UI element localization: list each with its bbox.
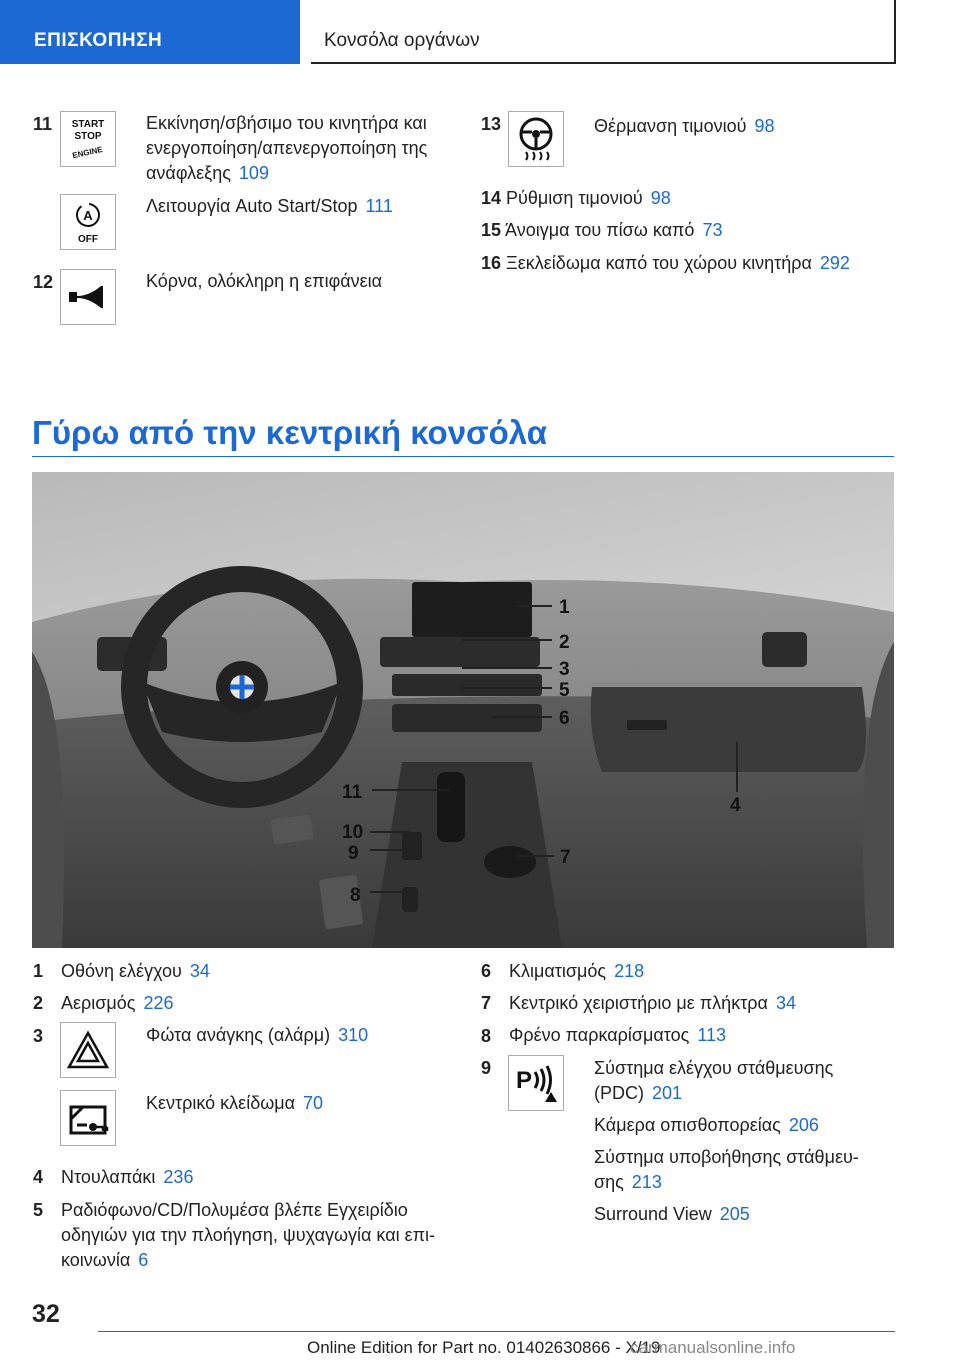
center-console-photo — [32, 472, 894, 948]
page-number: 32 — [32, 1300, 60, 1328]
page-link[interactable]: 98 — [650, 188, 671, 208]
page-link[interactable]: 292 — [819, 253, 850, 273]
item-description: Κεντρικό κλείδωμα 70 — [146, 1093, 324, 1113]
item-number: 5 — [33, 1200, 44, 1220]
item-description: Κόρνα, ολόκληρη η επιφάνεια — [146, 271, 383, 291]
item-number: 9 — [481, 1058, 492, 1078]
hazard-warning-icon — [60, 1022, 116, 1078]
chapter-header — [311, 0, 896, 64]
item-description: Σύστημα ελέγχου στάθμευσης (PDC) 201 — [594, 1058, 834, 1103]
callout-label: 10 — [342, 822, 364, 843]
section-tab-label: ΕΠΙΣΚΟΠΗΣΗ — [34, 30, 163, 51]
section-tab[interactable] — [0, 0, 300, 64]
item-number: 6 — [481, 961, 492, 981]
item-description: Κλιματισμός 218 — [509, 961, 645, 981]
item-number: 7 — [481, 993, 492, 1013]
auto-start-stop-off-icon — [60, 194, 116, 250]
page-link[interactable]: 111 — [365, 196, 393, 216]
list-item: 16 Ξεκλείδωμα καπό του χώρου κινητήρα 292 — [481, 253, 850, 273]
item-description: Σύστημα υποβοήθησης στάθμευ- σης 213 — [594, 1147, 859, 1192]
callout-label: 8 — [350, 885, 361, 906]
callout-label: 4 — [730, 795, 741, 816]
svg-text:A: A — [83, 208, 93, 223]
item-number: 11 — [33, 114, 53, 134]
page-link[interactable]: 98 — [754, 116, 775, 136]
callout-label: 11 — [342, 782, 363, 803]
item-description: Ραδιόφωνο/CD/Πολυμέσα βλέπε Εγχειρίδιο οδηγιών για την πλοήγηση, ψυχαγωγία και επι- κοινωνία 6 — [61, 1200, 436, 1270]
callout-label: 5 — [559, 680, 570, 701]
watermark-url: carmanualsonline.info — [630, 1338, 796, 1357]
list-item: 15 Άνοιγμα του πίσω καπό 73 — [481, 220, 723, 240]
page-link[interactable]: 34 — [189, 961, 210, 981]
svg-text:START: START — [71, 119, 105, 130]
item-description: Ντουλαπάκι 236 — [61, 1167, 194, 1187]
central-locking-icon — [60, 1090, 116, 1146]
footer-divider — [98, 1331, 895, 1332]
item-number: 3 — [33, 1026, 44, 1046]
callout-label: 3 — [559, 659, 570, 680]
page-link[interactable]: 113 — [697, 1025, 727, 1045]
item-number: 13 — [481, 114, 502, 134]
edition-note: Online Edition for Part no. 01402630866 - X/19 — [307, 1338, 661, 1357]
callout-label: 9 — [348, 843, 359, 864]
svg-text:P: P — [516, 1067, 533, 1094]
page-link[interactable]: 205 — [719, 1204, 750, 1224]
item-description: Φρένο παρκαρίσματος 113 — [509, 1025, 727, 1045]
callout-label: 1 — [559, 597, 570, 618]
callout-label: 2 — [559, 632, 570, 653]
item-description: Αερισμός 226 — [61, 993, 174, 1013]
page-link[interactable]: 109 — [238, 163, 269, 183]
page-link[interactable]: 206 — [788, 1115, 819, 1135]
page-link[interactable]: 310 — [338, 1025, 369, 1045]
page-link[interactable]: 201 — [652, 1083, 683, 1103]
section-heading: Γύρω από την κεντρική κονσόλα — [32, 414, 548, 451]
item-number: 16 — [481, 253, 502, 273]
item-number: 15 — [481, 220, 502, 240]
item-description: Κάμερα οπισθοπορείας 206 — [594, 1115, 819, 1135]
list-item: 14 Ρύθμιση τιμονιού 98 — [481, 188, 671, 208]
item-number: 2 — [33, 993, 44, 1013]
svg-text:STOP: STOP — [74, 131, 102, 142]
item-description: Λειτουργία Auto Start/Stop 111 — [146, 196, 393, 216]
page-link[interactable]: 6 — [138, 1250, 149, 1270]
page-link[interactable]: 213 — [631, 1172, 662, 1192]
item-number: 8 — [481, 1026, 492, 1046]
item-description: Φώτα ανάγκης (αλάρμ) 310 — [146, 1025, 369, 1045]
page-link[interactable]: 226 — [143, 993, 174, 1013]
page-link[interactable]: 218 — [614, 961, 645, 981]
item-number: 12 — [33, 272, 54, 292]
park-distance-control-icon — [508, 1055, 564, 1111]
item-description: Εκκίνηση/σβήσιμο του κινητήρα και ενεργοποίηση/απενεργοποίηση της ανάφλεξης 109 — [146, 113, 428, 183]
callout-label: 6 — [559, 708, 570, 729]
item-description: Surround View 205 — [594, 1204, 750, 1224]
section-divider — [32, 456, 894, 457]
svg-text:ENGINE: ENGINE — [71, 144, 104, 161]
chapter-title: Κονσόλα οργάνων — [324, 30, 480, 51]
item-description: Οθόνη ελέγχου 34 — [61, 961, 210, 981]
page-link[interactable]: 73 — [702, 220, 723, 240]
page-link[interactable]: 34 — [775, 993, 796, 1013]
item-description: Κεντρικό χειριστήριο με πλήκτρα 34 — [509, 993, 796, 1013]
svg-text:OFF: OFF — [78, 234, 98, 245]
callout-label: 7 — [560, 847, 571, 868]
item-number: 1 — [33, 961, 44, 981]
page-link[interactable]: 70 — [303, 1093, 324, 1113]
steering-wheel-heating-icon — [508, 111, 564, 167]
item-description: Θέρμανση τιμονιού 98 — [594, 116, 775, 136]
horn-icon — [60, 269, 116, 325]
item-number: 4 — [33, 1167, 44, 1187]
item-number: 14 — [481, 188, 502, 208]
start-stop-engine-icon — [60, 111, 116, 167]
page-link[interactable]: 236 — [163, 1167, 194, 1187]
